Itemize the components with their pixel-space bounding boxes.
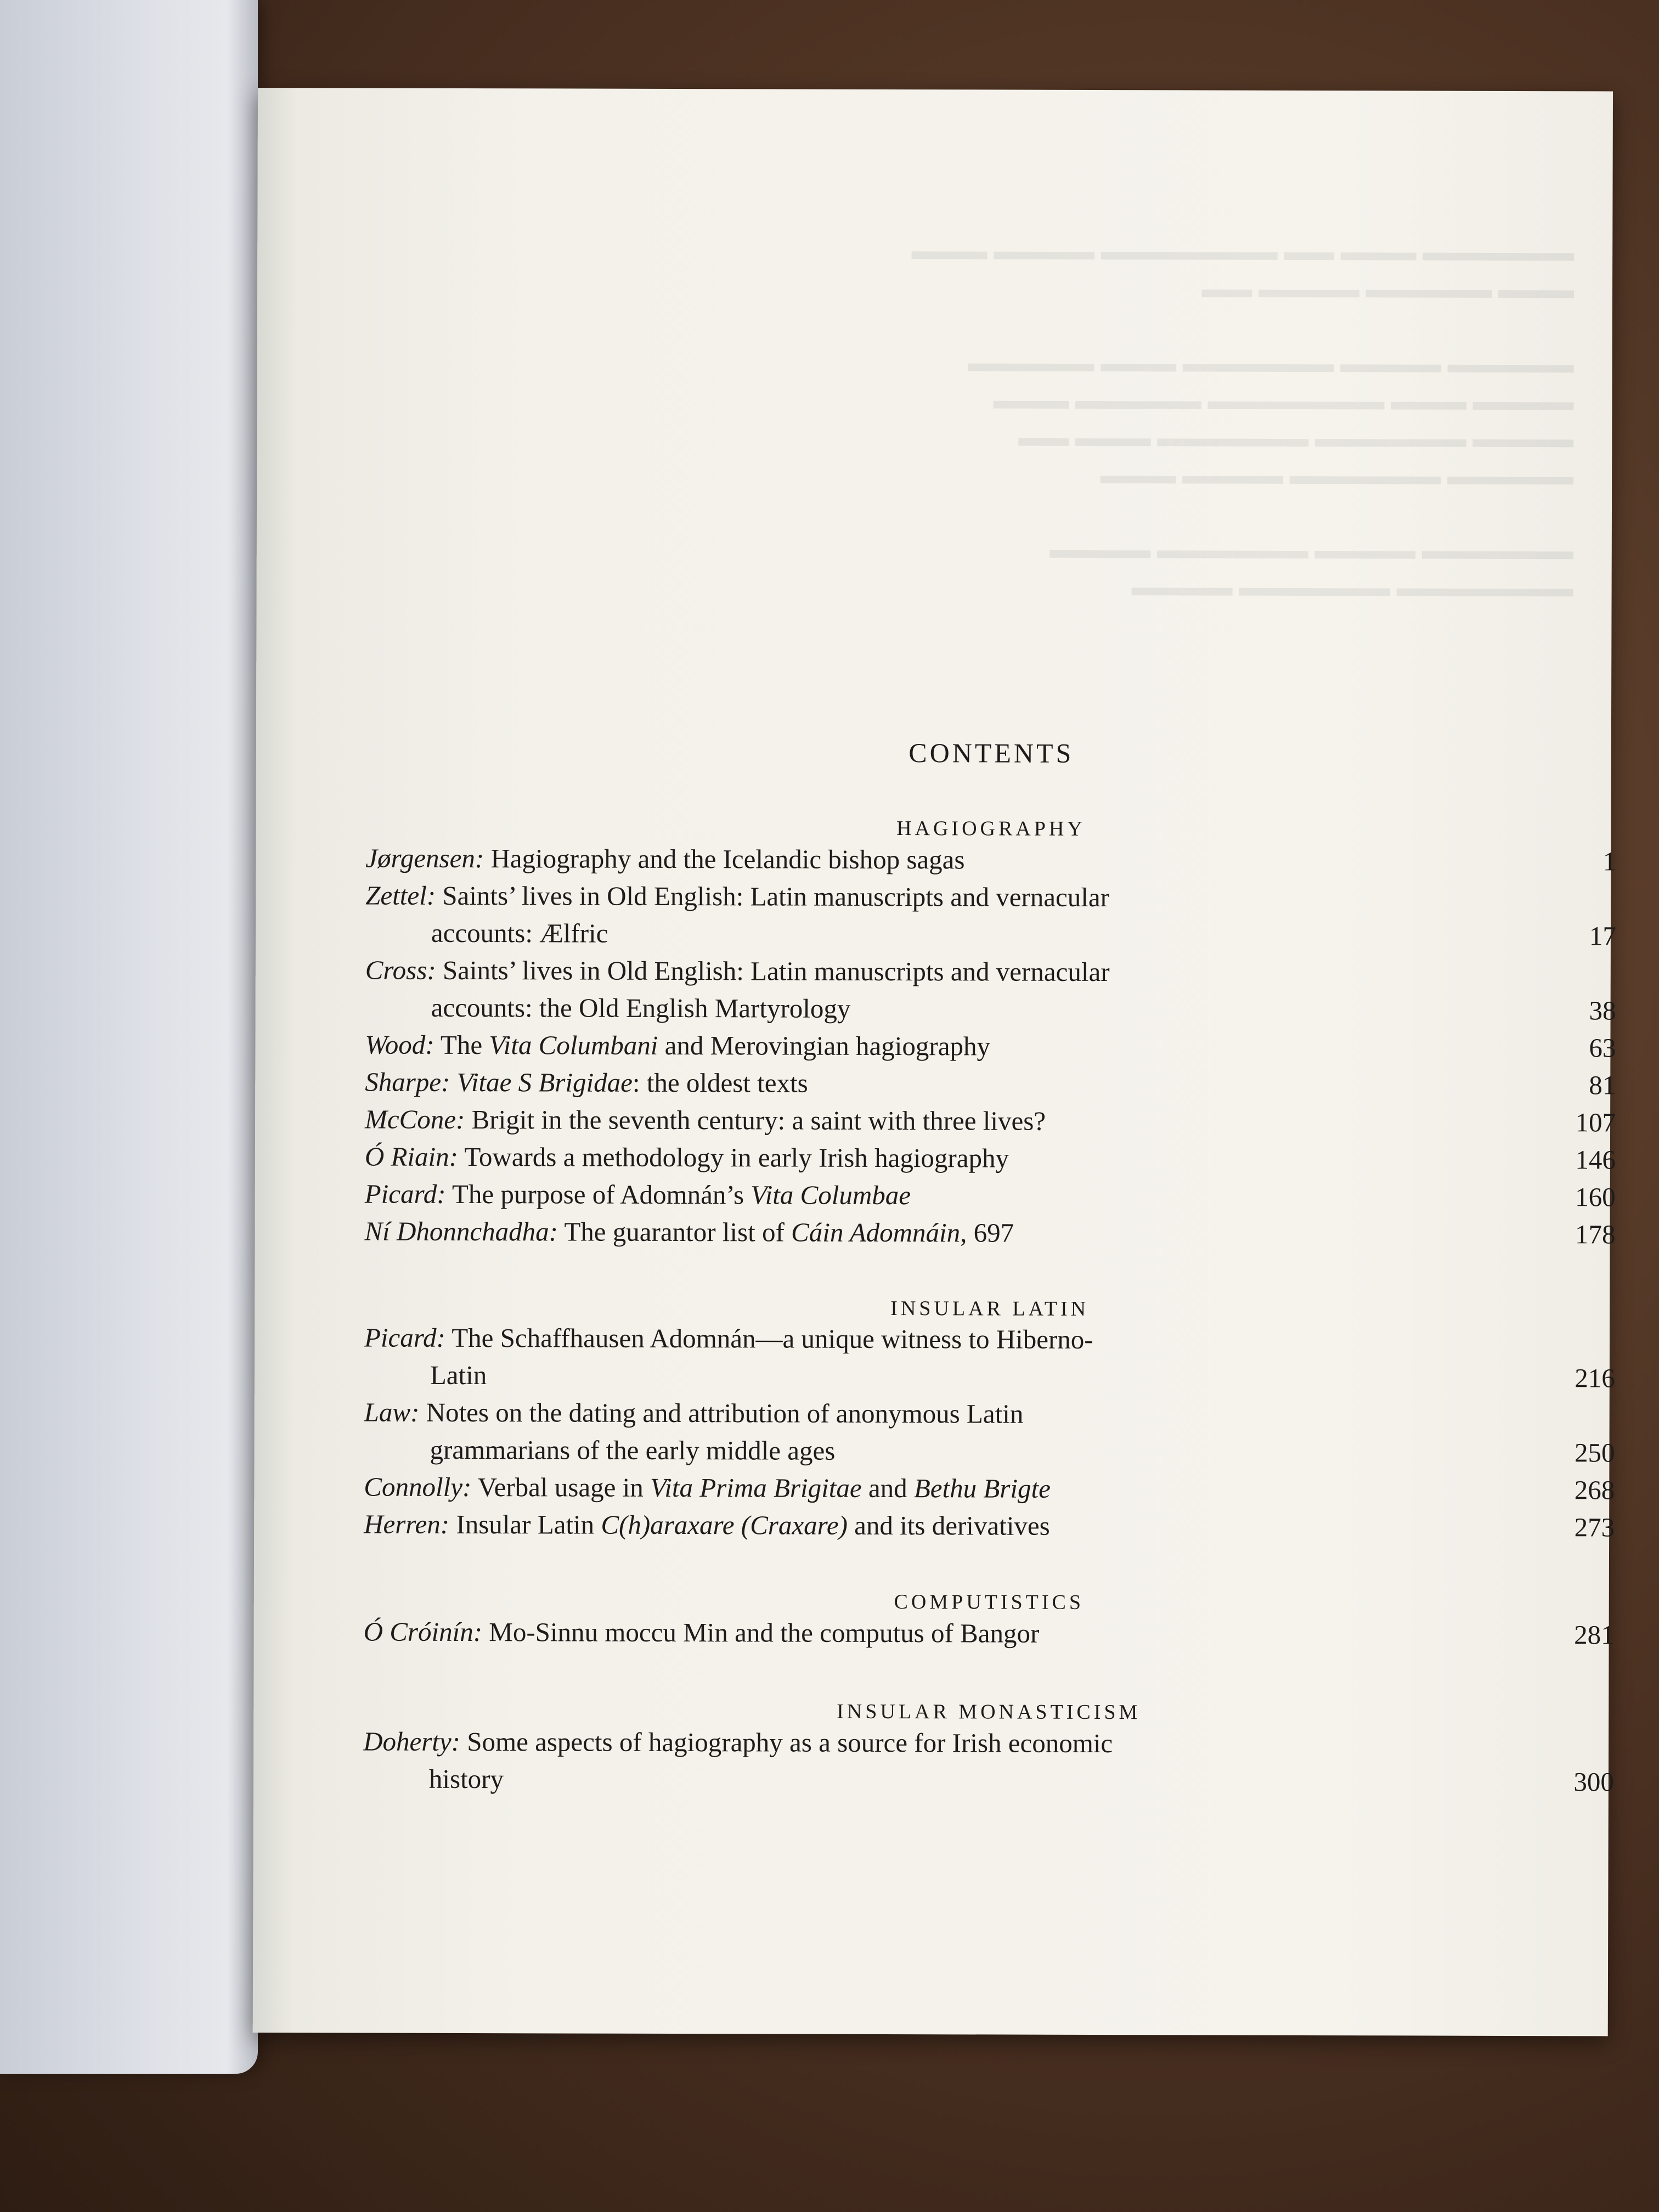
entry-page-number: 273: [1574, 1512, 1615, 1543]
entry-title: The: [434, 1029, 489, 1060]
entry-title: Verbal usage in: [471, 1472, 651, 1503]
entry-author: Ó Cróinín:: [363, 1616, 483, 1647]
entry-page-number: 268: [1574, 1475, 1615, 1505]
entry-author: Ó Riain:: [364, 1141, 459, 1172]
entry-title: The guarantor list of: [557, 1216, 792, 1248]
entry-title: : the oldest texts: [632, 1067, 808, 1098]
entry-page-number: 300: [1573, 1767, 1614, 1797]
entry-title-italic: Vita Columbae: [751, 1180, 911, 1211]
entry-page-number: 178: [1575, 1219, 1616, 1250]
entry-title-italic: Bethu Brigte: [913, 1473, 1051, 1504]
entry-page-number: 1: [1602, 846, 1617, 877]
show-through-texture: ▬▬▬▬▬▬ ▬▬▬ ▬▬ ▬▬▬▬▬▬▬ ▬▬▬▬ ▬▬▬ ▬▬▬ ▬▬▬▬▬ ▬▬▬▬ ▬▬ ▬▬▬▬▬ ▬▬▬▬ ▬▬▬▬▬▬ ▬▬▬ ▬▬▬▬▬ ▬▬▬▬ ▬▬▬ ▬▬▬▬▬▬▬ ▬▬▬▬▬ ▬▬▬ ▬▬▬▬ ▬▬▬▬▬▬ ▬▬▬▬▬▬ ▬▬▬ ▬▬ ▬▬▬▬▬ ▬▬▬▬▬▬ ▬▬▬▬ ▬▬▬ ▬▬▬▬▬▬ ▬▬▬▬ ▬▬▬▬▬▬ ▬▬▬▬ ▬▬▬▬▬▬▬ ▬▬▬▬▬▬ ▬▬▬▬: [911, 236, 1575, 602]
entry-title: The Schaffhausen Adomnán—a unique witness to Hiberno-: [445, 1322, 1093, 1355]
entry-title: Saints’ lives in Old English: Latin manuscripts and vernacular: [436, 955, 1110, 988]
left-page: [0, 0, 258, 2074]
entry-page-number: 146: [1575, 1144, 1616, 1175]
entry-title-continued: Latin: [430, 1359, 487, 1391]
entry-title-italic: Vita Prima Brigitae: [650, 1472, 862, 1503]
entry-title: Brigit in the seventh century: a saint with three lives?: [465, 1104, 1046, 1136]
entry-title: [450, 1067, 456, 1097]
entry-author: Sharpe:: [365, 1066, 450, 1097]
toc-entry: [365, 1101, 1627, 1138]
entry-title-italic: Cáin Adomnáin: [791, 1217, 961, 1248]
entry-title: Mo-Sinnu moccu Min and the computus of Bangor: [482, 1617, 1040, 1649]
table-of-contents: [363, 736, 1628, 1797]
section-heading-insular-monasticism: INSULAR MONASTICISM: [837, 1700, 1141, 1724]
toc-title: CONTENTS: [909, 737, 1074, 769]
entry-author: Picard:: [364, 1322, 445, 1353]
entry-author: Connolly:: [364, 1471, 472, 1503]
entry-title: and Merovingian hagiography: [658, 1030, 991, 1062]
book-page: [253, 88, 1617, 2036]
entry-title: and its derivatives: [847, 1510, 1050, 1541]
entry-title: The purpose of Adomnán’s: [445, 1178, 751, 1210]
entry-author: Ní Dhonnchadha:: [364, 1216, 558, 1247]
toc-entry: [364, 1213, 1627, 1250]
entry-author: Law:: [364, 1397, 420, 1427]
entry-title: Towards a methodology in early Irish hagiography: [458, 1141, 1009, 1173]
entry-page-number: 216: [1575, 1363, 1615, 1393]
entry-title-continued: accounts: Ælfric: [431, 917, 608, 949]
section-heading-computistics: COMPUTISTICS: [894, 1590, 1085, 1614]
entry-title-italic: C(h)araxare (Craxare): [601, 1509, 848, 1541]
toc-entry: [365, 1064, 1627, 1101]
entry-author: McCone:: [365, 1104, 465, 1135]
section-heading-insular-latin: INSULAR LATIN: [890, 1297, 1090, 1321]
entry-page-number: 107: [1575, 1107, 1616, 1138]
entry-title: Saints’ lives in Old English: Latin manuscripts and vernacular: [435, 880, 1110, 913]
entry-author: Picard:: [364, 1178, 446, 1209]
entry-author: Jørgensen:: [365, 843, 484, 874]
entry-title-continued: grammarians of the early middle ages: [430, 1434, 836, 1466]
toc-entry: [365, 1026, 1627, 1063]
entry-title-italic: Vitae S Brigidae: [456, 1066, 633, 1098]
entry-author: Doherty:: [363, 1726, 461, 1757]
entry-title: Notes on the dating and attribution of anonymous Latin: [419, 1397, 1024, 1429]
entry-page-number: 160: [1575, 1182, 1616, 1212]
entry-title-continued: accounts: the Old English Martyrology: [431, 992, 851, 1024]
entry-title: , 697: [960, 1217, 1014, 1248]
entry-author: Wood:: [365, 1029, 435, 1060]
entry-author: Zettel:: [365, 880, 436, 911]
entry-title-continued: history: [428, 1763, 504, 1795]
toc-entry: [364, 1394, 1626, 1468]
entry-page-number: 63: [1589, 1032, 1616, 1063]
toc-entry: [364, 1469, 1626, 1505]
toc-entry: [365, 952, 1627, 1026]
section-heading-hagiography: HAGIOGRAPHY: [896, 817, 1086, 840]
entry-author: Herren:: [364, 1509, 450, 1539]
entry-page-number: 81: [1589, 1070, 1616, 1101]
entry-title: Hagiography and the Icelandic bishop sagas: [484, 843, 965, 875]
entry-title: and: [861, 1472, 914, 1504]
entry-page-number: 250: [1574, 1437, 1615, 1468]
entry-title: Insular Latin: [449, 1509, 601, 1540]
entry-title: Some aspects of hagiography as a source for Irish economic: [460, 1726, 1113, 1759]
entry-page-number: 17: [1589, 921, 1617, 951]
toc-entry: [365, 877, 1627, 951]
entry-page-number: 38: [1589, 995, 1616, 1026]
entry-page-number: 281: [1574, 1620, 1615, 1650]
entry-author: Cross:: [365, 955, 436, 985]
entry-title-italic: Vita Columbani: [489, 1030, 658, 1060]
